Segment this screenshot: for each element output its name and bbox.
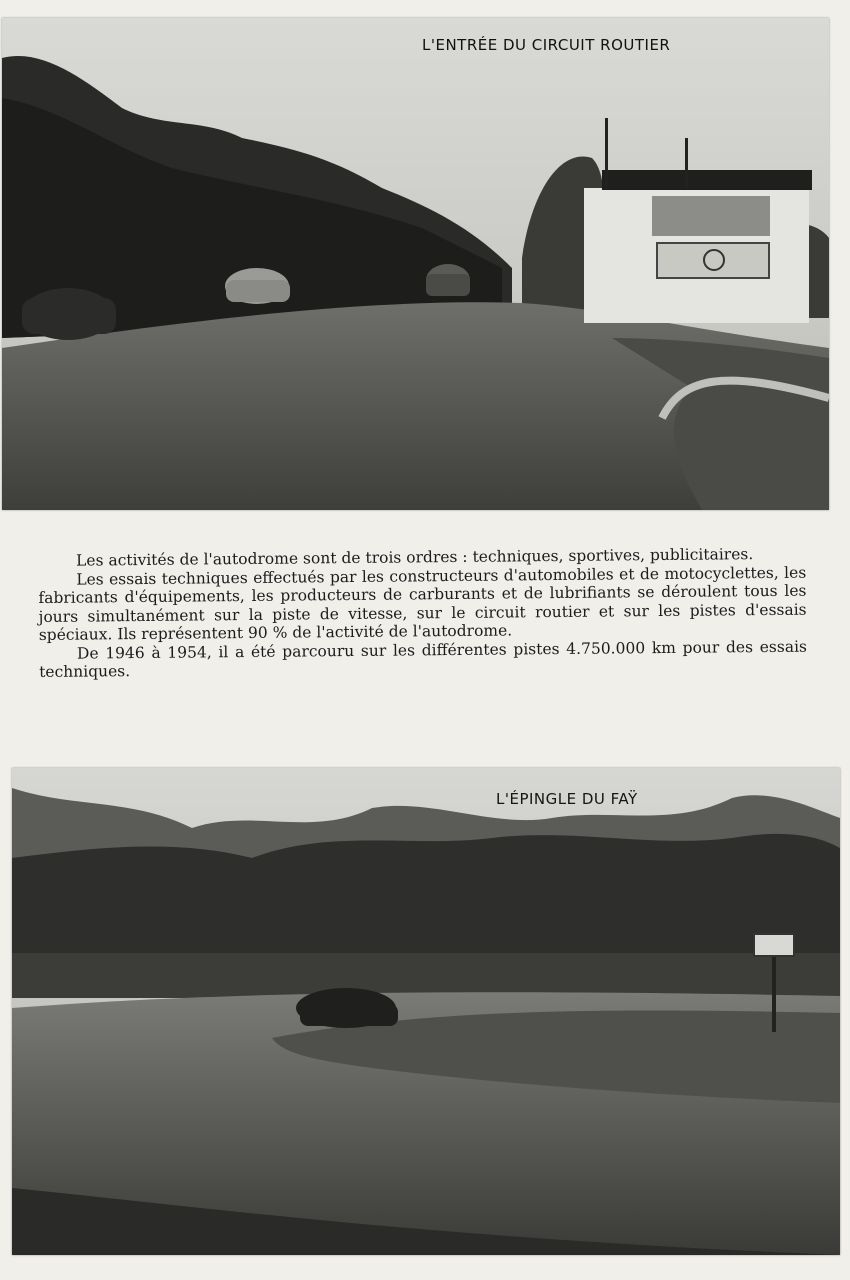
photo-hairpin-bend-image xyxy=(12,768,840,1255)
article-paragraph-3: De 1946 à 1954, il a été parcouru sur les différentes pistes 4.750.000 km pour des essais techniques. xyxy=(39,637,808,681)
article-body xyxy=(38,545,807,682)
article-paragraph-1: Les activités de l'autodrome sont de trois ordres : techniques, sportives, publicitaires. xyxy=(75,545,754,570)
photo-hairpin-bend xyxy=(12,768,840,1255)
photo-caption-bottom: L'ÉPINGLE DU FAŸ xyxy=(496,790,638,808)
photo-road-entrance-image xyxy=(2,18,829,510)
article-paragraph-2: Les essais techniques effectués par les constructeurs d'automobiles et de motocyclettes, les fabricants d'équipements, les producteurs de carburants et de lubrifiants se déroulent tous les jours simultanément sur la piste de vitesse, sur le circuit routier et sur les pistes d'essais spéciaux. Ils représentent 90 % de l'activité de l'autodrome. xyxy=(38,563,807,644)
photo-caption-top: L'ENTRÉE DU CIRCUIT ROUTIER xyxy=(422,36,671,54)
photo-road-entrance xyxy=(2,18,829,510)
